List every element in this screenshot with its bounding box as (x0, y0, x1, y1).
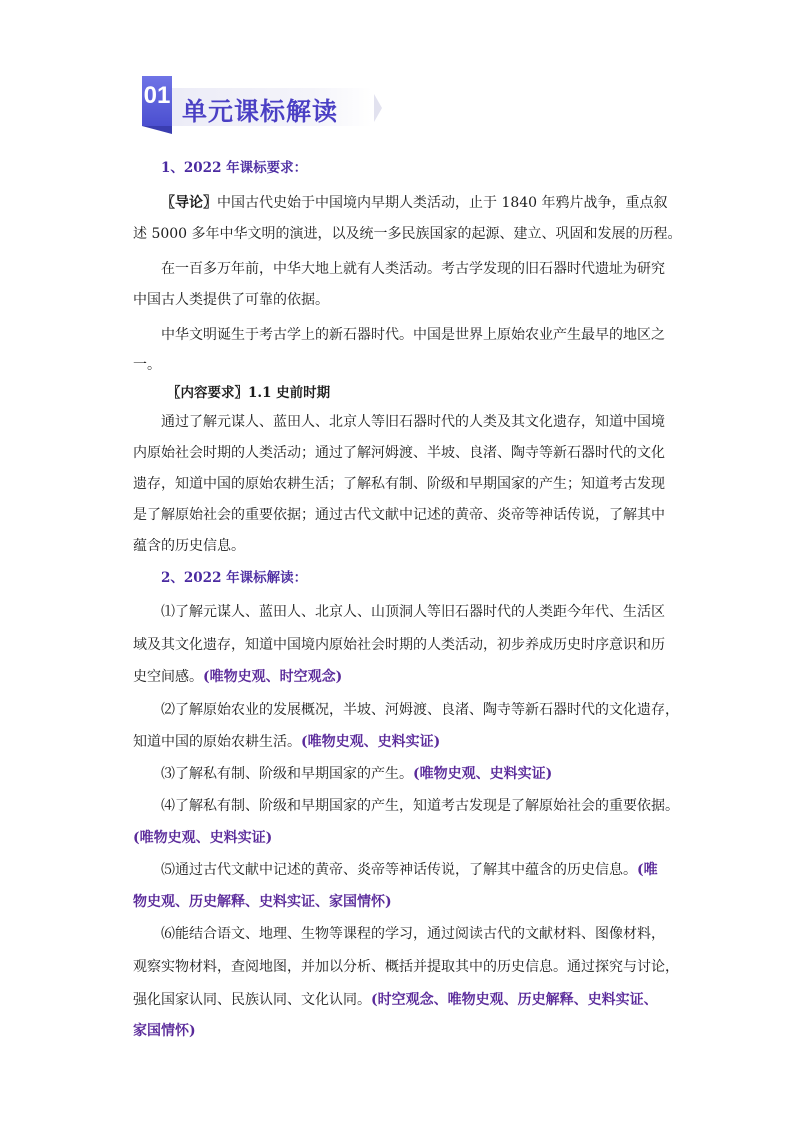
item2-text-2: 知道中国的原始农耕生活。 (133, 734, 301, 750)
item2-tag: (唯物史观、史料实证) (301, 734, 441, 750)
item1-tag: (唯物史观、时空观念) (203, 669, 343, 685)
content-req-line-4: 是了解原始社会的重要依据；通过古代文献中记述的黄帝、炎帝等神话传说，了解其中 (133, 507, 665, 523)
content-req-line-5: 蕴含的历史信息。 (133, 538, 245, 554)
chevron-right-icon (374, 94, 382, 122)
item3-tag: (唯物史观、史料实证) (413, 766, 553, 782)
item3-text: ⑶了解私有制、阶级和早期国家的产生。 (161, 766, 413, 782)
item6-text-3: 强化国家认同、民族认同、文化认同。 (133, 992, 371, 1008)
section-banner (142, 76, 382, 128)
item4-tag: (唯物史观、史料实证) (133, 830, 273, 846)
intro-line-1 (161, 193, 668, 213)
item1-text-3: 史空间感。 (133, 669, 203, 685)
item1-line-1: ⑴了解元谋人、蓝田人、北京人、山顶洞人等旧石器时代的人类距今年代、生活区 (161, 604, 665, 620)
para2-line-1: 在一百多万年前，中华大地上就有人类活动。考古学发现的旧石器时代遗址为研究 (161, 261, 665, 277)
intro-text-1: 中国古代史始于中国境内早期人类活动，止于 1840 年鸦片战争，重点叙 (217, 195, 668, 211)
content-req-line-3: 遗存，知道中国的原始农耕生活；了解私有制、阶级和早期国家的产生；知道考古发现 (133, 476, 665, 492)
item2-line-1: ⑵了解原始农业的发展概况，半坡、河姆渡、良渚、陶寺等新石器时代的文化遗存， (161, 702, 679, 718)
item6-line-1: ⑹能结合语文、地理、生物等课程的学习，通过阅读古代的文献材料、图像材料， (161, 926, 665, 942)
section2-heading: 2、2022 年课标解读： (161, 570, 308, 586)
item6-line-2: 观察实物材料，查阅地图，并加以分析、概括并提取其中的历史信息。通过探究与讨论， (133, 959, 679, 975)
intro-line-2: 述 5000 多年中华文明的演进，以及统一多民族国家的起源、建立、巩固和发展的历程。 (133, 226, 682, 242)
item6-tag-end: 家国情怀) (133, 1023, 196, 1039)
item6-tag-start: (时空观念、唯物史观、历史解释、史料实证、 (371, 992, 658, 1008)
item5-tag-start: (唯 (637, 862, 658, 878)
item1-line-3 (133, 667, 342, 687)
content-requirement-heading: 〖内容要求〗1.1 史前时期 (167, 385, 331, 401)
content-req-line-1: 通过了解元谋人、蓝田人、北京人等旧石器时代的人类及其文化遗存，知道中国境 (161, 414, 665, 430)
item5-tag-end: 物史观、历史解释、史料实证、家国情怀) (133, 894, 392, 910)
intro-tag: 〖导论〗 (161, 195, 217, 211)
section-number: 01 (143, 82, 171, 109)
para3-line-2: 一。 (133, 357, 161, 373)
item3-line-1 (161, 764, 552, 784)
para3-line-1: 中华文明诞生于考古学上的新石器时代。中国是世界上原始农业产生最早的地区之 (161, 327, 665, 343)
item5-text: ⑸通过古代文献中记述的黄帝、炎帝等神话传说，了解其中蕴含的历史信息。 (161, 862, 637, 878)
content-req-line-2: 内原始社会时期的人类活动；通过了解河姆渡、半坡、良渚、陶寺等新石器时代的文化 (133, 445, 665, 461)
item4-line-1: ⑷了解私有制、阶级和早期国家的产生，知道考古发现是了解原始社会的重要依据。 (161, 798, 679, 814)
banner-title: 单元课标解读 (182, 97, 339, 126)
item2-line-2 (133, 732, 440, 752)
section1-heading: 1、2022 年课标要求： (161, 160, 308, 176)
para2-line-2: 中国古人类提供了可靠的依据。 (133, 292, 329, 308)
item6-line-3 (133, 990, 658, 1010)
item5-line-1 (161, 860, 658, 880)
item1-line-2: 域及其文化遗存，知道中国境内原始社会时期的人类活动，初步养成历史时序意识和历 (133, 637, 665, 653)
